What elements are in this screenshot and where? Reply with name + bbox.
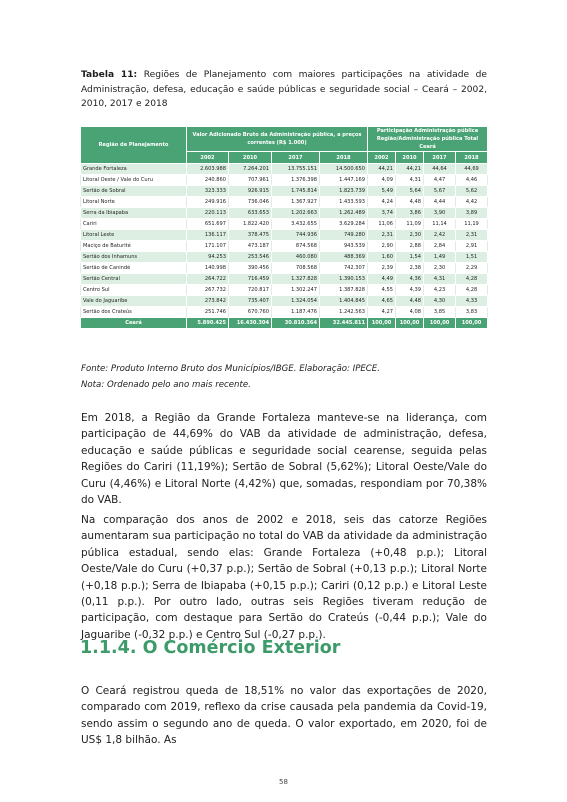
vab-value-cell: 488.369 xyxy=(320,252,368,263)
vab-value-cell: 736.046 xyxy=(229,197,272,208)
year-header: 2018 xyxy=(456,152,488,164)
paragraph-comparison: Na comparação dos anos de 2002 e 2018, seis das catorze Regiões aumentaram sua participação no total do VAB da atividade da administração pública estadual, sendo elas: Grande Fortaleza (+0,48 p.p.); Litoral Oeste/Vale do Curu (+0,37 p.p.); Sertão de Sobral (+0,13 p.p.); Litoral Norte (+0,18 p.p.); Serra de Ibiapaba (+0,15 p.p.); Cariri (0,12 p.p.) e Litoral Leste (0,11 p.p.). Por outro lado, outras seis Regiões tiveram redução de participação, com destaque para Sertão do Crateús (-0,44 p.p.); Vale do Jaguaribe (-0,32 p.p.) e Centro Sul (-0,27 p.p.). xyxy=(81,514,487,641)
participation-value-cell: 4,24 xyxy=(368,197,396,208)
total-name-cell: Ceará xyxy=(81,318,187,329)
participation-value-cell: 2,91 xyxy=(456,241,488,252)
section-heading: 1.1.4. O Comércio Exterior xyxy=(80,638,341,658)
region-name-cell: Serra da Ibiapaba xyxy=(81,208,187,219)
vab-value-cell: 651.697 xyxy=(187,219,229,230)
vab-value-cell: 460.080 xyxy=(272,252,320,263)
participation-value-cell: 2,39 xyxy=(368,263,396,274)
vab-value-cell: 1.302.247 xyxy=(272,285,320,296)
vab-value-cell: 1.376.398 xyxy=(272,175,320,186)
region-name-cell: Litoral Leste xyxy=(81,230,187,241)
participation-value-cell: 2,31 xyxy=(456,230,488,241)
year-header: 2018 xyxy=(320,152,368,164)
total-row xyxy=(81,318,488,329)
table-body xyxy=(81,164,488,318)
vab-value-cell: 136.117 xyxy=(187,230,229,241)
vab-value-cell: 14.500.650 xyxy=(320,164,368,175)
participation-value-cell: 4,55 xyxy=(368,285,396,296)
table-row xyxy=(81,296,488,307)
vab-value-cell: 267.732 xyxy=(187,285,229,296)
table-row xyxy=(81,252,488,263)
table-row xyxy=(81,208,488,219)
vab-value-cell: 171.107 xyxy=(187,241,229,252)
vab-value-cell: 943.539 xyxy=(320,241,368,252)
participation-value-cell: 4,09 xyxy=(368,175,396,186)
participation-value-cell: 4,46 xyxy=(456,175,488,186)
source-note: Fonte: Produto Interno Bruto dos Municípios/IBGE. Elaboração: IPECE. xyxy=(81,364,380,374)
participation-value-cell: 4,23 xyxy=(424,285,456,296)
table-row xyxy=(81,241,488,252)
region-name-cell: Centro Sul xyxy=(81,285,187,296)
year-header: 2002 xyxy=(368,152,396,164)
participation-value-cell: 4,65 xyxy=(368,296,396,307)
table-row xyxy=(81,307,488,318)
participation-value-cell: 2,29 xyxy=(456,263,488,274)
vab-value-cell: 323.333 xyxy=(187,186,229,197)
year-header: 2010 xyxy=(396,152,424,164)
participation-value-cell: 44,21 xyxy=(396,164,424,175)
participation-value-cell: 3,89 xyxy=(456,208,488,219)
vab-value-cell: 1.187.476 xyxy=(272,307,320,318)
vab-value-cell: 2.603.988 xyxy=(187,164,229,175)
participation-value-cell: 4,27 xyxy=(368,307,396,318)
participation-value-cell: 3,90 xyxy=(424,208,456,219)
total-vab-cell: 16.430.304 xyxy=(229,318,272,329)
participation-value-cell: 4,48 xyxy=(396,296,424,307)
participation-value-cell: 4,28 xyxy=(456,285,488,296)
paragraph-leadership: Em 2018, a Região da Grande Fortaleza manteve-se na liderança, com participação de 44,69% do VAB da atividade de administração, defesa, educação e saúde públicas e seguridade social cearense, seguida pelas Regiões do Cariri (11,19%); Sertão de Sobral (5,62%); Litoral Oeste/Vale do Curu (4,46%) e Litoral Norte (4,42%) que, somadas, respondiam por 70,38% do VAB. xyxy=(81,412,487,507)
participation-value-cell: 4,08 xyxy=(396,307,424,318)
vab-value-cell: 1.404.845 xyxy=(320,296,368,307)
vab-value-cell: 264.722 xyxy=(187,274,229,285)
total-participation-cell: 100,00 xyxy=(424,318,456,329)
participation-value-cell: 3,86 xyxy=(396,208,424,219)
vab-group-header: Valor Adicionado Bruto da Administração pública, a preços correntes (R$ 1.000) xyxy=(187,127,368,152)
participation-value-cell: 4,30 xyxy=(424,296,456,307)
order-note: Nota: Ordenado pelo ano mais recente. xyxy=(81,380,251,390)
participation-value-cell: 4,31 xyxy=(424,274,456,285)
vab-value-cell: 633.653 xyxy=(229,208,272,219)
region-name-cell: Grande Fortaleza xyxy=(81,164,187,175)
year-header: 2010 xyxy=(229,152,272,164)
vab-value-cell: 220.113 xyxy=(187,208,229,219)
participation-value-cell: 2,88 xyxy=(396,241,424,252)
region-name-cell: Sertão de Canindé xyxy=(81,263,187,274)
participation-value-cell: 5,64 xyxy=(396,186,424,197)
participation-value-cell: 4,28 xyxy=(456,274,488,285)
vab-value-cell: 240.860 xyxy=(187,175,229,186)
participation-value-cell: 1,51 xyxy=(456,252,488,263)
participation-value-cell: 4,33 xyxy=(456,296,488,307)
participation-value-cell: 11,14 xyxy=(424,219,456,230)
vab-value-cell: 1.262.489 xyxy=(320,208,368,219)
table-row xyxy=(81,175,488,186)
vab-value-cell: 1.367.927 xyxy=(272,197,320,208)
participation-value-cell: 5,49 xyxy=(368,186,396,197)
vab-value-cell: 13.755.151 xyxy=(272,164,320,175)
region-name-cell: Sertão dos Crateús xyxy=(81,307,187,318)
participation-value-cell: 11,09 xyxy=(396,219,424,230)
vab-value-cell: 3.432.655 xyxy=(272,219,320,230)
vab-value-cell: 1.823.739 xyxy=(320,186,368,197)
year-header: 2002 xyxy=(187,152,229,164)
vab-value-cell: 94.253 xyxy=(187,252,229,263)
participation-value-cell: 2,42 xyxy=(424,230,456,241)
participation-value-cell: 2,30 xyxy=(396,230,424,241)
participation-value-cell: 3,85 xyxy=(424,307,456,318)
participation-value-cell: 5,67 xyxy=(424,186,456,197)
total-participation-cell: 100,00 xyxy=(456,318,488,329)
table-row xyxy=(81,219,488,230)
vab-value-cell: 749.280 xyxy=(320,230,368,241)
table-caption xyxy=(81,68,487,112)
year-header: 2017 xyxy=(424,152,456,164)
vab-value-cell: 874.568 xyxy=(272,241,320,252)
region-name-cell: Cariri xyxy=(81,219,187,230)
vab-value-cell: 1.447.169 xyxy=(320,175,368,186)
vab-value-cell: 716.459 xyxy=(229,274,272,285)
table-row xyxy=(81,263,488,274)
vab-value-cell: 735.407 xyxy=(229,296,272,307)
participation-value-cell: 11,06 xyxy=(368,219,396,230)
table-caption-label: Tabela 11: xyxy=(81,70,138,80)
table-row xyxy=(81,186,488,197)
vab-value-cell: 1.327.828 xyxy=(272,274,320,285)
total-vab-cell: 32.445.811 xyxy=(320,318,368,329)
vab-value-cell: 1.390.153 xyxy=(320,274,368,285)
table-row xyxy=(81,285,488,296)
vab-value-cell: 7.264.201 xyxy=(229,164,272,175)
vab-value-cell: 390.456 xyxy=(229,263,272,274)
participation-value-cell: 44,21 xyxy=(368,164,396,175)
table-row xyxy=(81,230,488,241)
region-name-cell: Sertão de Sobral xyxy=(81,186,187,197)
participation-value-cell: 1,54 xyxy=(396,252,424,263)
vab-value-cell: 253.546 xyxy=(229,252,272,263)
participation-value-cell: 2,38 xyxy=(396,263,424,274)
vab-value-cell: 708.568 xyxy=(272,263,320,274)
table-row xyxy=(81,164,488,175)
table-row xyxy=(81,274,488,285)
vab-value-cell: 1.387.828 xyxy=(320,285,368,296)
vab-value-cell: 251.746 xyxy=(187,307,229,318)
region-name-cell: Sertão dos Inhamuns xyxy=(81,252,187,263)
vab-value-cell: 249.916 xyxy=(187,197,229,208)
total-vab-cell: 30.810.364 xyxy=(272,318,320,329)
vab-value-cell: 1.242.563 xyxy=(320,307,368,318)
total-participation-cell: 100,00 xyxy=(396,318,424,329)
table-row xyxy=(81,197,488,208)
participation-value-cell: 44,69 xyxy=(456,164,488,175)
vab-value-cell: 742.307 xyxy=(320,263,368,274)
participation-value-cell: 4,47 xyxy=(424,175,456,186)
participation-value-cell: 1,49 xyxy=(424,252,456,263)
vab-value-cell: 3.629.284 xyxy=(320,219,368,230)
vab-value-cell: 273.842 xyxy=(187,296,229,307)
vab-value-cell: 1.745.814 xyxy=(272,186,320,197)
participation-value-cell: 2,84 xyxy=(424,241,456,252)
total-participation-cell: 100,00 xyxy=(368,318,396,329)
region-name-cell: Litoral Norte xyxy=(81,197,187,208)
participation-value-cell: 3,83 xyxy=(456,307,488,318)
participation-value-cell: 3,74 xyxy=(368,208,396,219)
vab-value-cell: 1.202.663 xyxy=(272,208,320,219)
paragraph-exports: O Ceará registrou queda de 18,51% no valor das exportações de 2020, comparado com 2019, reflexo da crise causada pela pandemia da Covid-19, sendo assim o segundo ano de queda. O valor exportado, em 2020, foi de US$ 1,8 bilhão. As xyxy=(81,685,487,747)
vab-value-cell: 744.936 xyxy=(272,230,320,241)
region-column-header: Região de Planejamento xyxy=(81,127,187,164)
vab-value-cell: 1.822.420 xyxy=(229,219,272,230)
vab-value-cell: 707.961 xyxy=(229,175,272,186)
participation-group-header: Participação Administração pública Região/Administração pública Total Ceará xyxy=(368,127,488,152)
total-vab-cell: 5.890.425 xyxy=(187,318,229,329)
region-name-cell: Vale do Jaguaribe xyxy=(81,296,187,307)
region-name-cell: Litoral Oeste / Vale do Curu xyxy=(81,175,187,186)
participation-value-cell: 4,42 xyxy=(456,197,488,208)
vab-value-cell: 378.475 xyxy=(229,230,272,241)
region-name-cell: Maciço de Baturité xyxy=(81,241,187,252)
vab-value-cell: 926.915 xyxy=(229,186,272,197)
vab-value-cell: 1.433.593 xyxy=(320,197,368,208)
participation-value-cell: 11,19 xyxy=(456,219,488,230)
vab-value-cell: 1.324.054 xyxy=(272,296,320,307)
participation-value-cell: 4,48 xyxy=(396,197,424,208)
vab-value-cell: 473.187 xyxy=(229,241,272,252)
participation-value-cell: 44,64 xyxy=(424,164,456,175)
vab-value-cell: 720.817 xyxy=(229,285,272,296)
participation-value-cell: 4,36 xyxy=(396,274,424,285)
data-table xyxy=(80,126,488,329)
vab-value-cell: 670.760 xyxy=(229,307,272,318)
participation-value-cell: 4,44 xyxy=(424,197,456,208)
table-caption-text: Regiões de Planejamento com maiores participações na atividade de Administração, defesa, educação e saúde públicas e seguridade social – Ceará – 2002, 2010, 2017 e 2018 xyxy=(81,70,487,109)
participation-value-cell: 2,90 xyxy=(368,241,396,252)
participation-value-cell: 4,49 xyxy=(368,274,396,285)
participation-value-cell: 4,31 xyxy=(396,175,424,186)
participation-value-cell: 4,39 xyxy=(396,285,424,296)
vab-value-cell: 140.998 xyxy=(187,263,229,274)
participation-value-cell: 2,31 xyxy=(368,230,396,241)
participation-value-cell: 1,60 xyxy=(368,252,396,263)
year-header: 2017 xyxy=(272,152,320,164)
participation-value-cell: 2,30 xyxy=(424,263,456,274)
participation-value-cell: 5,62 xyxy=(456,186,488,197)
region-name-cell: Sertão Central xyxy=(81,274,187,285)
page-number: 58 xyxy=(279,778,288,786)
